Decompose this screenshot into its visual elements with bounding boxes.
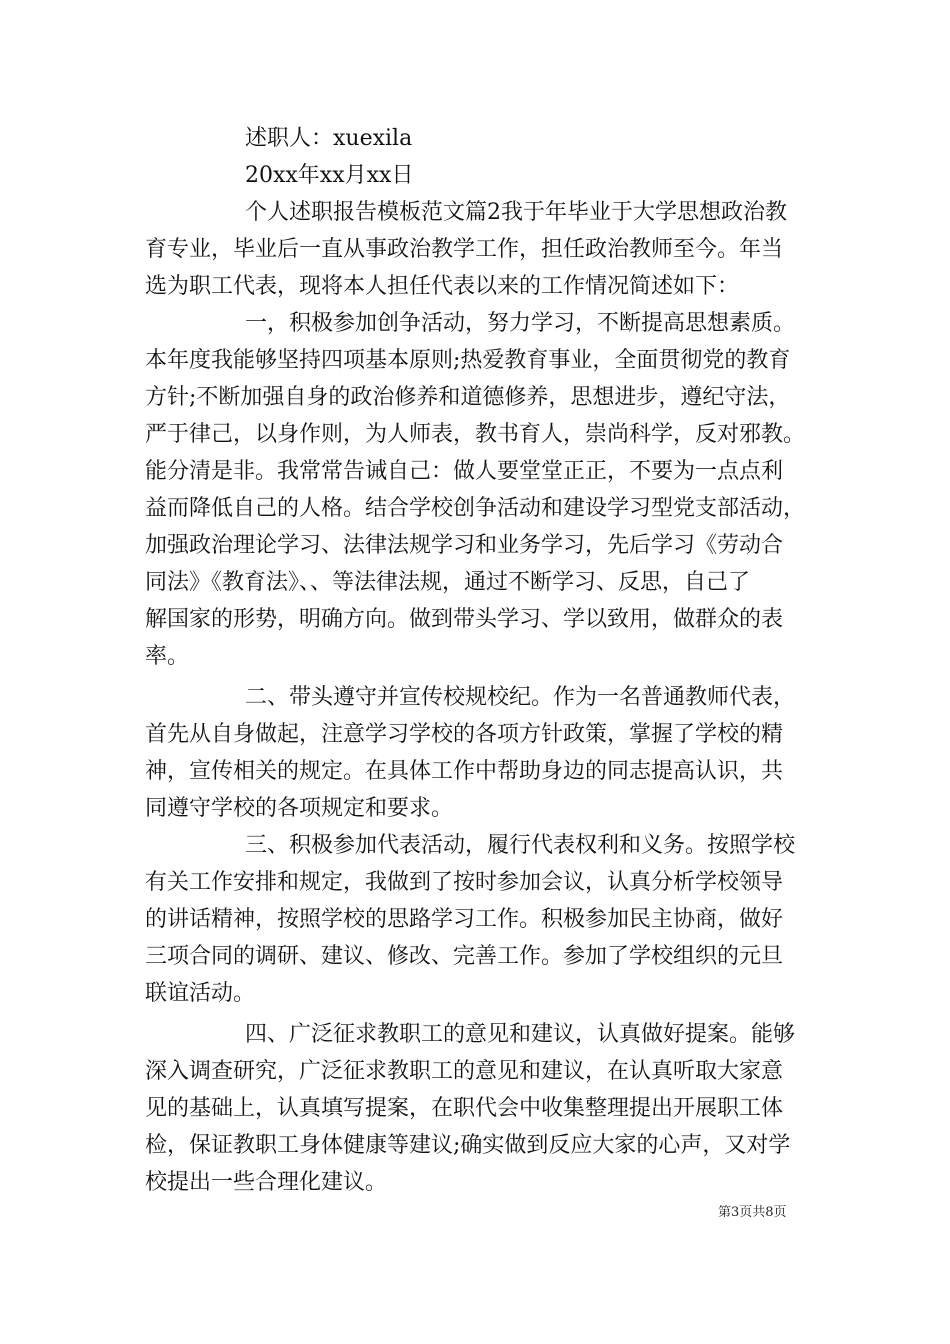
text-line: 能分清是非。我常常告诫自己：做人要堂堂正正，不要为一点点利 [145,459,784,484]
text-line: 校提出一些合理化建议。 [145,1170,388,1195]
text-line: 同法》《教育法》、、等法律法规，通过不断学习、反思，自己了 [145,570,751,595]
document-body [145,120,833,1201]
section-heading-3: 三、积极参加代表活动，履行代表权利和义务。按照学校 [245,833,796,858]
text-line: 三项合同的调研、建议、修改、完善工作。参加了学校组织的元旦 [145,944,784,969]
text-line: 加强政治理论学习、法律法规学习和业务学习，先后学习《劳动合 [145,533,784,558]
text-line: 同遵守学校的各项规定和要求。 [145,796,454,821]
text-line: 育专业，毕业后一直从事政治教学工作，担任政治教师至今。年当 [145,237,784,262]
text-line: 的讲话精神，按照学校的思路学习工作。积极参加民主协商，做好 [145,907,784,932]
text-line: 严于律己，以身作则，为人师表，教书育人，崇尚科学，反对邪教。 [145,422,806,447]
text-line: 检，保证教职工身体健康等建议;确实做到反应大家的心声，又对学 [145,1133,791,1158]
text-line: 方针;不断加强自身的政治修养和道德修养，思想进步，遵纪守法， [145,385,791,410]
text-line: 联谊活动。 [145,981,256,1006]
text-line: 选为职工代表，现将本人担任代表以来的工作情况简述如下： [145,274,740,299]
page-number: 第3页共8页 [718,1205,787,1220]
text-line: 首先从自身做起，注意学习学校的各项方针政策，掌握了学校的精 [145,722,784,747]
reporter-line: 述职人：xuexila [245,126,413,151]
text-line: 深入调查研究，广泛征求教职工的意见和建议，在认真听取大家意 [145,1059,784,1084]
text-line: 率。 [145,644,190,669]
text-line: 个人述职报告模板范文篇2我于年毕业于大学思想政治教 [245,200,787,225]
text-line: 神，宣传相关的规定。在具体工作中帮助身边的同志提高认识，共 [145,759,784,784]
text-line: 解国家的形势，明确方向。做到带头学习、学以致用，做群众的表 [145,607,784,632]
text-line: 有关工作安排和规定，我做到了按时参加会议，认真分析学校领导 [145,870,784,895]
text-line: 见的基础上，认真填写提案，在职代会中收集整理提出开展职工体 [145,1096,784,1121]
text-line: 本年度我能够坚持四项基本原则;热爱教育事业，全面贯彻党的教育 [145,348,791,373]
text-line: 益而降低自己的人格。结合学校创争活动和建设学习型党支部活动， [145,496,806,521]
section-heading-4: 四、广泛征求教职工的意见和建议，认真做好提案。能够 [245,1022,796,1047]
date-line: 20xx年xx月xx日 [245,163,414,188]
section-heading-2: 二、带头遵守并宣传校规校纪。作为一名普通教师代表， [245,685,796,710]
section-heading-1: 一，积极参加创争活动，努力学习，不断提高思想素质。 [245,311,796,336]
